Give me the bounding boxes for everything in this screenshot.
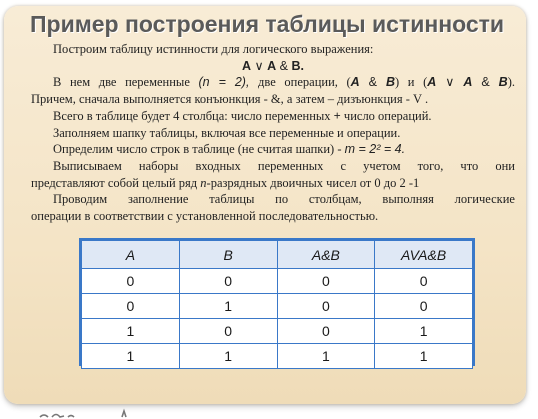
vars-x1: A [350, 75, 360, 90]
table-cell: 0 [375, 294, 473, 319]
inputs-n: n [200, 175, 207, 190]
table-cell: 1 [179, 294, 277, 319]
table-cell: 0 [277, 269, 375, 294]
rows-count-line [31, 141, 515, 158]
header-fill-line: Заполняем шапку таблицы, включая все переменные и операции. [53, 125, 401, 140]
table-row [82, 344, 473, 369]
columns-text-2: число операций. [340, 108, 432, 123]
vars-text-1: В нем две переменные [53, 75, 199, 90]
vars-op2: ∨ [436, 75, 464, 90]
table-cell: 0 [82, 294, 180, 319]
table-cell: 0 [179, 269, 277, 294]
inputs-line-1: Выписываем наборы входных переменных с учетом того, что они [53, 158, 515, 173]
truth-table-header-row [82, 241, 473, 269]
expr-var-b: B [291, 58, 301, 73]
expr-and: & [276, 58, 292, 73]
table-cell: 1 [82, 344, 180, 369]
inputs-text-2: -разрядных двоичных чисел от 0 до 2 -1 [206, 175, 420, 190]
expr-var-a2: A [267, 58, 277, 73]
truth-table [79, 238, 475, 366]
rows-count-text: Определим число строк в таблице (не считая шапки) - [53, 142, 345, 157]
inputs-text-1: представляют собой целый ряд [31, 175, 201, 190]
table-row [82, 294, 473, 319]
variables-line [31, 74, 515, 91]
rows-count-formula: m = 2² = 4. [344, 142, 406, 157]
table-cell: 1 [277, 344, 375, 369]
columns-text-1: Всего в таблице будет 4 столбца: число переменных [53, 108, 334, 123]
vars-x5: B [498, 75, 508, 90]
table-cell: 1 [375, 319, 473, 344]
expression-line [31, 58, 515, 75]
header-cell-result: AVA&B [375, 241, 473, 269]
table-cell: 1 [82, 319, 180, 344]
table-cell: 1 [179, 344, 277, 369]
columns-plus: + [333, 108, 341, 123]
table-cell: 1 [375, 344, 473, 369]
vars-text-4: ). [507, 75, 515, 90]
vars-text-2: две операции, ( [249, 75, 351, 90]
header-cell-b: B [179, 241, 277, 269]
table-cell: 0 [375, 269, 473, 294]
cropped-text-fragment [38, 408, 178, 419]
table-row [82, 319, 473, 344]
fill-line-1: Проводим заполнение таблицы по столбцам, выполняя логические [53, 192, 515, 207]
columns-line [31, 108, 515, 125]
expr-var-a: A [242, 58, 252, 73]
header-cell-a: A [82, 241, 180, 269]
vars-x2: B [385, 75, 395, 90]
intro-line: Построим таблицу истинности для логического выражения: [53, 42, 374, 56]
expr-or: ∨ [251, 58, 268, 73]
body-text [31, 41, 515, 225]
header-cell-a-and-b: A&B [277, 241, 375, 269]
vars-text-3: ) и ( [395, 75, 428, 90]
table-cell: 0 [179, 319, 277, 344]
vars-op3: & [472, 75, 499, 90]
vars-n: (n = 2), [198, 75, 250, 90]
expr-end: . [300, 58, 304, 73]
table-cell: 0 [277, 319, 375, 344]
fill-line-2: операции в соответствии с установленной последовательностью. [31, 209, 379, 224]
slide-title: Пример построения таблицы истинности [30, 11, 505, 37]
table-row [82, 269, 473, 294]
truth-table-grid [81, 240, 473, 369]
vars-x4: A [463, 75, 473, 90]
table-cell: 0 [82, 269, 180, 294]
table-cell: 0 [277, 294, 375, 319]
order-line: Причем, сначала выполняется конъюнкция - &, а затем – дизъюнкция - V . [31, 92, 429, 107]
vars-x3: A [427, 75, 437, 90]
vars-op1: & [359, 75, 386, 90]
inputs-line-2 [31, 175, 515, 192]
